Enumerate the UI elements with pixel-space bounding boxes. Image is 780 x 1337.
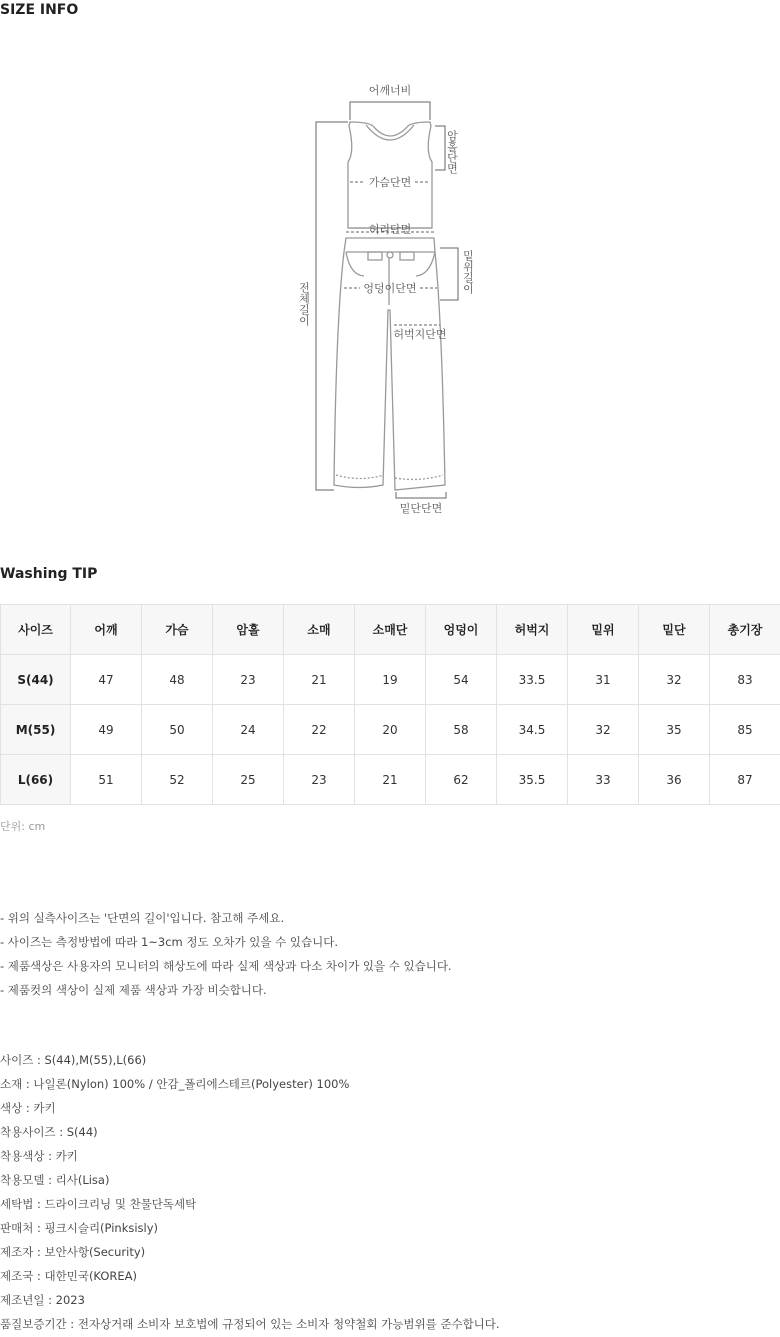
label-chest: 가슴단면 xyxy=(368,176,412,189)
table-cell: 33.5 xyxy=(497,655,568,705)
pants-outline xyxy=(334,238,445,490)
size-label: S(44) xyxy=(1,655,71,705)
col-header: 소매 xyxy=(284,605,355,655)
table-cell: 36 xyxy=(639,755,710,805)
label-hip: 엉덩이단면 xyxy=(363,282,417,295)
spec-line: 제조년일 : 2023 xyxy=(0,1293,85,1307)
table-cell: 20 xyxy=(355,705,426,755)
col-header: 허벅지 xyxy=(497,605,568,655)
col-header: 총기장 xyxy=(710,605,780,655)
table-cell: 50 xyxy=(142,705,213,755)
note-line: - 제품컷의 색상이 실제 제품 색상과 가장 비슷합니다. xyxy=(0,983,267,997)
table-cell: 25 xyxy=(213,755,284,805)
spec-line: 제조자 : 보안사항(Security) xyxy=(0,1245,146,1259)
table-cell: 32 xyxy=(568,705,639,755)
size-table-header-row xyxy=(1,605,780,655)
col-header: 밑위 xyxy=(568,605,639,655)
table-cell: 24 xyxy=(213,705,284,755)
spec-line: 소재 : 나일론(Nylon) 100% / 안감_폴리에스테르(Polyester) 100% xyxy=(0,1077,350,1091)
size-table xyxy=(0,604,780,805)
label-total-length: 전체길이 xyxy=(297,282,311,326)
table-cell: 51 xyxy=(71,755,142,805)
label-hem: 밑단단면 xyxy=(399,502,443,515)
spec-line: 사이즈 : S(44),M(55),L(66) xyxy=(0,1053,147,1067)
table-cell: 35.5 xyxy=(497,755,568,805)
size-label: L(66) xyxy=(1,755,71,805)
note-line: - 위의 실측사이즈는 '단면의 길이'입니다. 참고해 주세요. xyxy=(0,911,285,925)
table-cell: 34.5 xyxy=(497,705,568,755)
size-notes xyxy=(0,906,452,1002)
table-cell: 23 xyxy=(284,755,355,805)
col-header: 사이즈 xyxy=(1,605,71,655)
col-header: 엉덩이 xyxy=(426,605,497,655)
table-row xyxy=(1,655,780,705)
product-specs xyxy=(0,1048,500,1336)
table-cell: 52 xyxy=(142,755,213,805)
table-cell: 23 xyxy=(213,655,284,705)
table-cell: 33 xyxy=(568,755,639,805)
note-line: - 사이즈는 측정방법에 따라 1~3cm 정도 오차가 있을 수 있습니다. xyxy=(0,935,339,949)
washing-tip-title: Washing TIP xyxy=(0,566,98,582)
label-shoulder: 어깨너비 xyxy=(368,84,412,97)
table-cell: 83 xyxy=(710,655,780,705)
col-header: 암홀 xyxy=(213,605,284,655)
table-row xyxy=(1,705,780,755)
col-header: 밑단 xyxy=(639,605,710,655)
col-header: 소매단 xyxy=(355,605,426,655)
table-cell: 47 xyxy=(71,655,142,705)
size-label: M(55) xyxy=(1,705,71,755)
table-cell: 22 xyxy=(284,705,355,755)
col-header: 어깨 xyxy=(71,605,142,655)
col-header: 가슴 xyxy=(142,605,213,655)
table-cell: 21 xyxy=(284,655,355,705)
note-line: - 제품색상은 사용자의 모니터의 해상도에 따라 실제 색상과 다소 차이가 있을 수 있습니다. xyxy=(0,959,452,973)
table-row xyxy=(1,755,780,805)
unit-note: 단위: cm xyxy=(0,820,46,833)
table-cell: 62 xyxy=(426,755,497,805)
table-cell: 58 xyxy=(426,705,497,755)
spec-line: 세탁법 : 드라이크리닝 및 찬물단독세탁 xyxy=(0,1197,197,1211)
table-cell: 35 xyxy=(639,705,710,755)
size-info-title: SIZE INFO xyxy=(0,2,79,18)
table-cell: 49 xyxy=(71,705,142,755)
top-garment-outline xyxy=(348,122,432,228)
label-thigh: 허벅지단면 xyxy=(393,328,447,341)
table-cell: 54 xyxy=(426,655,497,705)
spec-line: 제조국 : 대한민국(KOREA) xyxy=(0,1269,138,1283)
spec-line: 판매처 : 핑크시슬리(Pinksisly) xyxy=(0,1221,159,1235)
spec-line: 착용모델 : 리사(Lisa) xyxy=(0,1173,110,1187)
label-waist: 허리단면 xyxy=(368,223,412,236)
measurement-lines xyxy=(316,102,458,498)
table-cell: 19 xyxy=(355,655,426,705)
table-cell: 48 xyxy=(142,655,213,705)
garment-measurement-diagram xyxy=(280,80,500,520)
table-cell: 85 xyxy=(710,705,780,755)
table-cell: 87 xyxy=(710,755,780,805)
spec-line: 착용사이즈 : S(44) xyxy=(0,1125,98,1139)
spec-line: 색상 : 카키 xyxy=(0,1101,56,1115)
table-cell: 21 xyxy=(355,755,426,805)
label-rise: 밑위길이 xyxy=(461,250,475,294)
label-armhole: 암홀단면 xyxy=(445,130,459,174)
table-cell: 32 xyxy=(639,655,710,705)
spec-line: 착용색상 : 카키 xyxy=(0,1149,78,1163)
table-cell: 31 xyxy=(568,655,639,705)
spec-line: 품질보증기간 : 전자상거래 소비자 보호법에 규정되어 있는 소비자 청약철회 가능범위를 준수합니다. xyxy=(0,1317,500,1331)
